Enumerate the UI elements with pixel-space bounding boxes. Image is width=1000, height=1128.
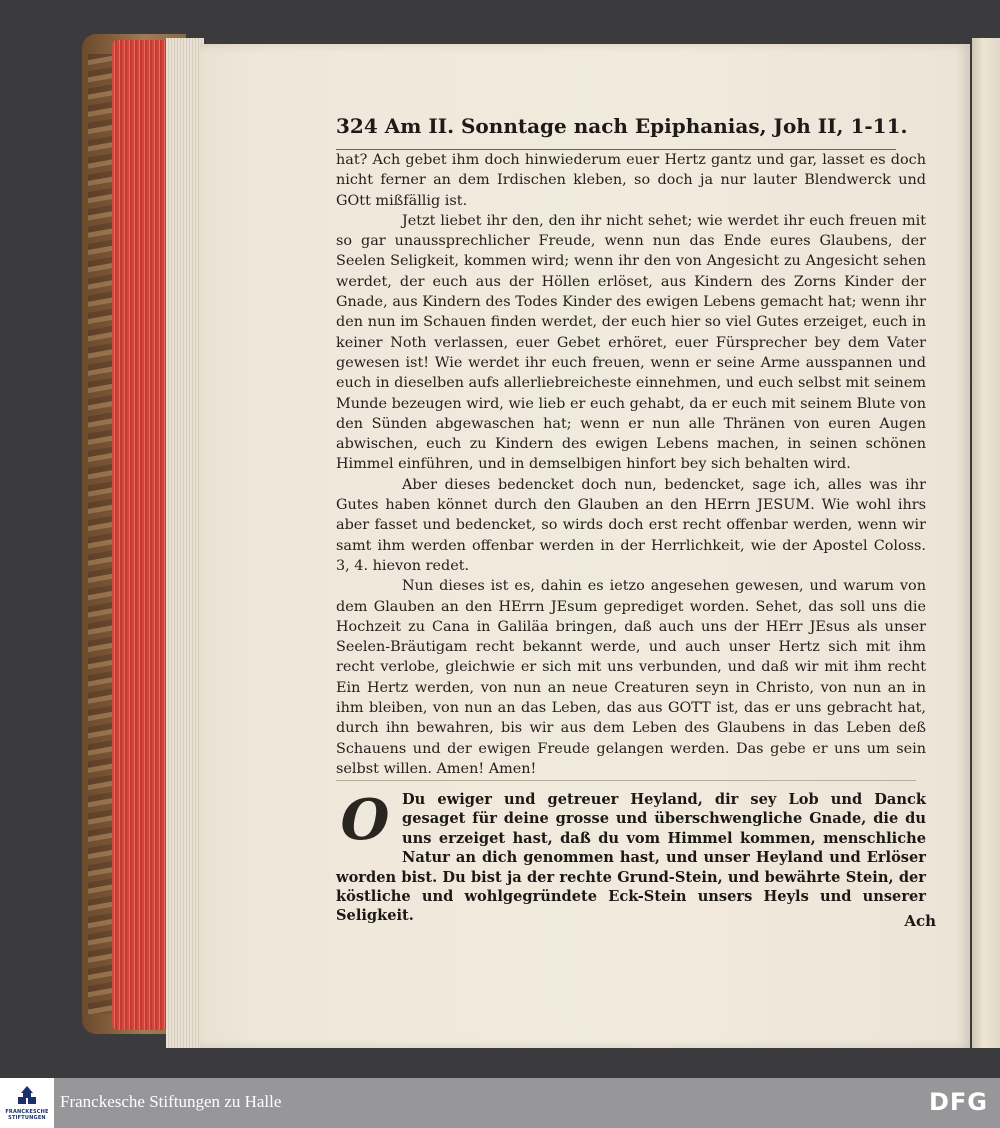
running-header-text: 324 Am II. Sonntage nach Epiphanias, Joh II, 1-11. (336, 114, 908, 138)
facing-page-edge (972, 38, 1000, 1048)
footer-bar (0, 1078, 1000, 1128)
prayer-text: Du ewiger und getreuer Heyland, dir sey Lob und Danck gesaget für deine grosse und überschwengliche Gnade, die du uns erzeiget hast, daß du vom Himmel kommen, menschliche Natur an dich genommen hast, und unser Heyland und Erlöser worden bist. Du bist ja der rechte Grund-Stein, und bewährte Stein, der köstliche und wohlgegründete Eck-Stein unsers Heyls und unserer Seligkeit. (336, 791, 926, 925)
dfg-logo[interactable]: DFG (928, 1088, 988, 1116)
page-stack (166, 38, 204, 1048)
section-divider (336, 780, 916, 781)
institution-logo[interactable] (0, 1078, 54, 1128)
paragraph: Nun dieses ist es, dahin es ietzo angesehen gewesen, und warum von dem Glauben an den HErrn JEsum geprediget worden. Sehet, das soll uns die Hochzeit zu Cana in Galiläa bringen, daß auch uns der HErr JEsus als unser Seelen-Bräutigam recht bekannt werde, und auch unser Hertz sich mit ihm recht verlobe, gleichwie er sich mit uns verbunden, und daß wir mit ihm recht Ein Hertz werden, von nun an neue Creaturen seyn in Christo, von nun an in ihm bleiben, von nun an das Leben, das aus GOTT ist, das er uns gebracht hat, durch ihn bewahren, bis wir aus dem Leben des Glaubens in das Leben deß Schauens und der ewigen Freude gelangen werden. Das gebe er uns um sein selbst willen. Amen! Amen! (336, 578, 926, 777)
decorated-initial: O (340, 787, 390, 853)
catchword: Ach (904, 912, 936, 930)
orphanage-building-icon (15, 1083, 39, 1107)
institution-name: Franckesche Stiftungen zu Halle (60, 1092, 282, 1111)
paragraph: Jetzt liebet ihr den, den ihr nicht sehet; wie werdet ihr euch freuen mit so gar unaussprechlicher Freude, wenn nun das Ende eures Glaubens, der Seelen Seligkeit, kommen wird; wenn ihr den von Angesicht zu Angesicht sehen werdet, der euch aus der Höllen erlöset, aus Kindern des Zorns Kinder der Gnade, aus Kindern des Todes Kinder des ewigen Lebens gemacht hat; wenn ihr den nun im Schauen finden werdet, der euch hier so viel Gutes erzeiget, euch in keiner Noth verlassen, euer Gebet erhöret, euer Fürsprecher bey dem Vater gewesen ist! Wie werdet ihr euch freuen, wenn er seine Arme ausspannen und euch in dieselben aufs allerliebreicheste einnehmen, und euch selbst mit seinem Munde bezeugen wird, wie lieb er euch gehabt, da er euch mit seinem Blute von den Sünden abgewaschen hat; wenn er nun alle Thränen von euren Augen abwischen, euch zu Kindern des ewigen Lebens machen, in seinen schönen Himmel einführen, und in demselbigen hinfort bey sich behalten wird. (336, 212, 926, 473)
paragraph: Aber dieses bedencket doch nun, bedencket, sage ich, alles was ihr Gutes haben könnet durch den Glauben an den HErrn JESUM. Wie wohl ihrs aber fasset und bedencket, so wirds doch erst recht offenbar werden, wenn wir samt ihm werden offenbar werden in der Herrlichkeit, wie der Apostel Coloss. 3, 4. hievon redet. (336, 476, 926, 574)
book-page (200, 44, 970, 1048)
red-page-edges (112, 40, 170, 1030)
paragraph: hat? Ach gebet ihm doch hinwiederum euer Hertz gantz und gar, lasset es doch nicht ferner an dem Irdischen kleben, so doch ja nur lauter Blendwerck und GOtt mißfällig ist. (336, 152, 926, 209)
logo-lettering: FRANCKESCHE STIFTUNGEN (5, 1109, 49, 1121)
prayer-block (336, 787, 926, 926)
running-header (336, 114, 916, 148)
sermon-text (336, 150, 926, 779)
